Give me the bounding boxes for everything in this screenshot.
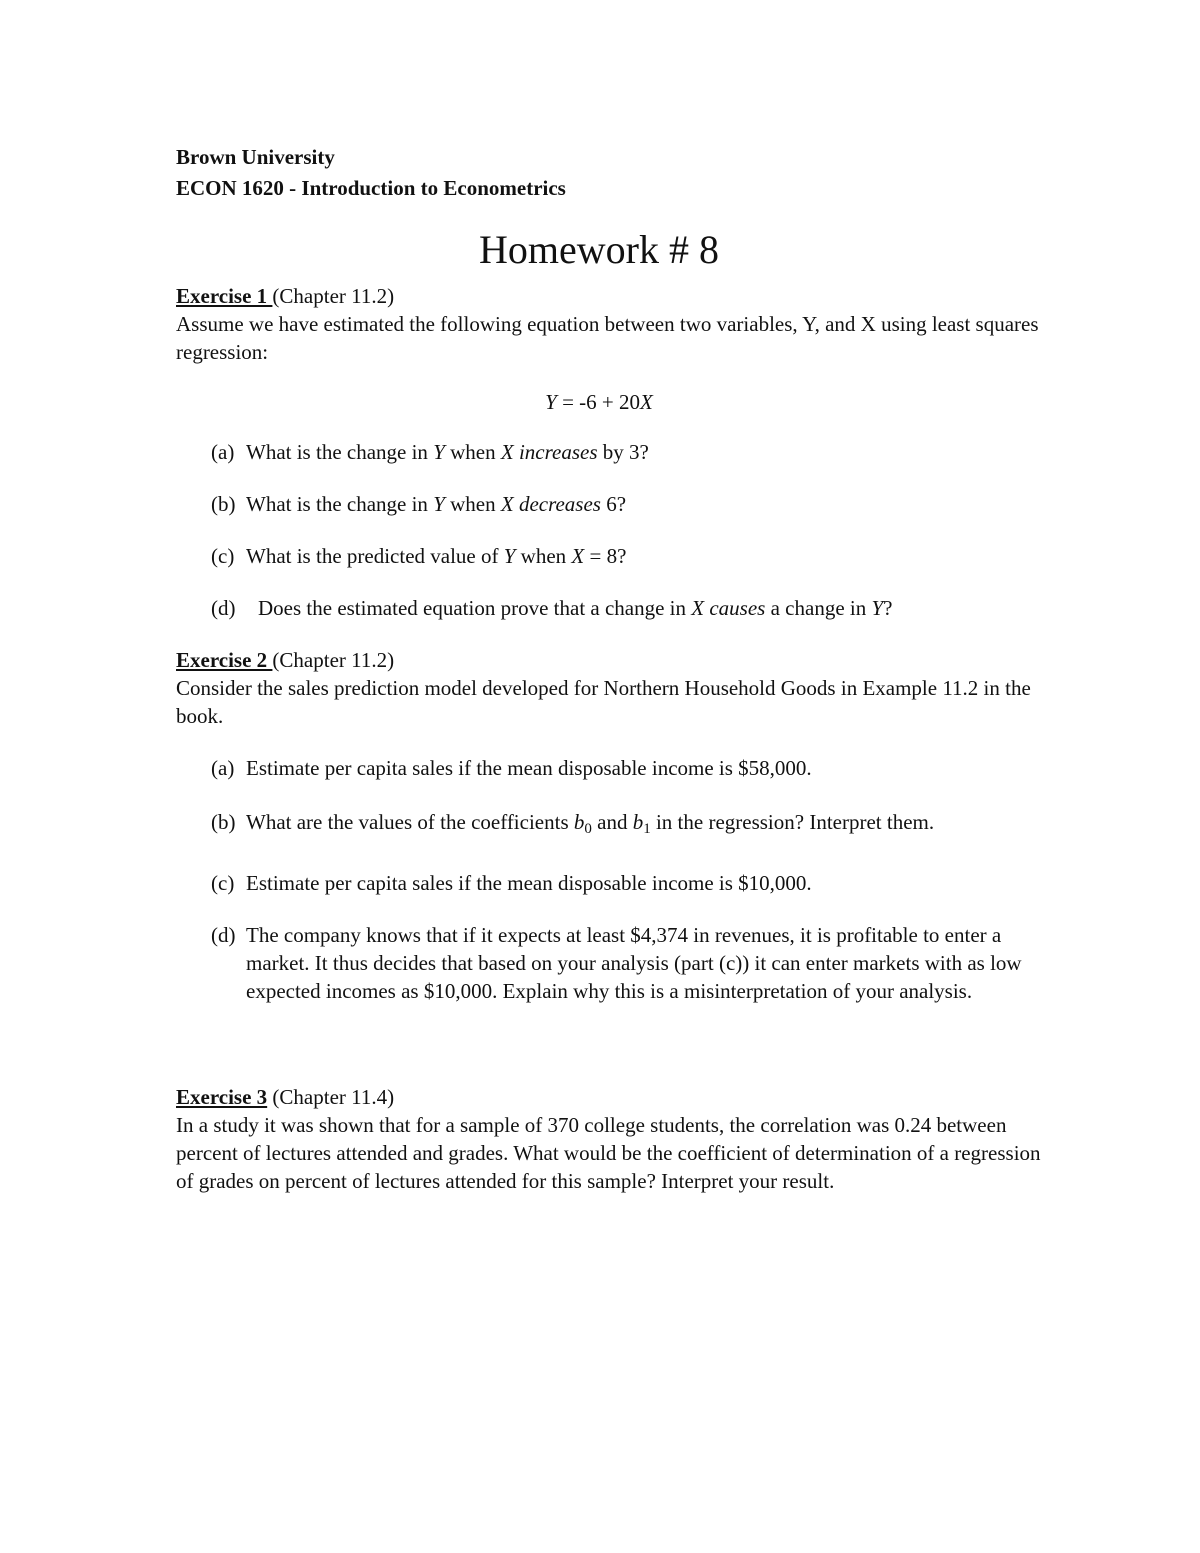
question-text-part: in the regression? Interpret them. — [650, 810, 935, 834]
exercise-2-chapter: (Chapter 11.2) — [272, 648, 395, 672]
question-text-part: What is the change in — [246, 440, 434, 464]
exercise-1-chapter: (Chapter 11.2) — [272, 284, 395, 308]
homework-page — [176, 142, 1046, 1195]
regression-equation — [152, 388, 1046, 416]
university-name: Brown University — [176, 145, 335, 169]
question-label: (b) — [211, 810, 236, 834]
question-text-part: 6? — [600, 492, 627, 516]
coefficient-b0: b — [573, 810, 585, 834]
question-text — [258, 594, 1046, 622]
question-variable: X causes — [691, 596, 766, 620]
coefficient-b1-subscript: 1 — [643, 821, 651, 837]
question-label: (a) — [211, 440, 235, 464]
question-text: The company knows that if it expects at least $4,374 in revenues, it is profitable to enter a market. It thus decides that based on your analysis (part (c)) it can enter markets with as low expected incomes as $10,000. Explain why this is a misinterpretation of your analysis. — [246, 923, 1022, 1003]
question-text-part: by 3? — [597, 440, 649, 464]
exercise-2-question-b — [176, 806, 1046, 845]
question-variable: X decreases — [500, 492, 601, 516]
question-variable: Y — [503, 544, 516, 568]
question-text-part: What are the values of the coefficients — [246, 810, 574, 834]
question-text — [246, 542, 1046, 570]
question-variable: Y — [433, 440, 445, 464]
exercise-2-label: Exercise 2 — [176, 648, 273, 672]
course-title: ECON 1620 - Introduction to Econometrics — [176, 176, 566, 200]
question-variable: X increases — [500, 440, 598, 464]
question-label: (b) — [211, 492, 236, 516]
exercise-1-label: Exercise 1 — [176, 284, 273, 308]
question-label: (c) — [211, 544, 235, 568]
question-label: (c) — [211, 871, 235, 895]
question-text: Estimate per capita sales if the mean disposable income is $10,000. — [246, 871, 812, 895]
equation-rhs: X — [640, 390, 653, 414]
exercise-2-question-a — [176, 754, 1046, 782]
page-title: Homework # 8 — [479, 227, 719, 272]
exercise-2-heading — [176, 646, 1046, 674]
question-text-part: ? — [883, 596, 893, 620]
coefficient-b1: b — [632, 810, 644, 834]
question-text-part: a change in — [765, 596, 872, 620]
question-variable: Y — [433, 492, 445, 516]
exercise-3-intro: In a study it was shown that for a sample of 370 college students, the correlation was 0.24 between percent of lectures attended and grades. What would be the coefficient of determination of a regression of grades on percent of lectures attended for this sample? Interpret your result. — [176, 1113, 1041, 1193]
question-label: (d) — [211, 923, 236, 947]
exercise-1 — [176, 282, 1046, 622]
exercise-1-question-c — [176, 542, 1046, 570]
exercise-3-heading — [176, 1083, 1046, 1111]
exercise-3-chapter: (Chapter 11.4) — [267, 1085, 395, 1109]
equation-lhs: Y — [545, 390, 557, 414]
question-label: (d) — [211, 596, 236, 620]
question-text-part: Does the estimated equation prove that a change in — [258, 596, 692, 620]
exercise-2-intro: Consider the sales prediction model developed for Northern Household Goods in Example 11.2 in the book. — [176, 676, 1031, 728]
exercise-2 — [176, 646, 1046, 1005]
coefficient-b0-subscript: 0 — [584, 821, 592, 837]
exercise-2-question-c — [176, 869, 1046, 897]
exercise-1-heading — [176, 282, 1046, 310]
question-variable: Y — [871, 596, 884, 620]
question-text: Estimate per capita sales if the mean disposable income is $58,000. — [246, 756, 812, 780]
question-label: (a) — [211, 756, 235, 780]
exercise-1-question-d — [176, 594, 1046, 622]
question-text-part: when — [515, 544, 572, 568]
equation-middle: = -6 + 20 — [556, 390, 641, 414]
question-text-part: when — [444, 492, 501, 516]
question-text — [246, 490, 1046, 518]
exercise-2-question-d — [176, 921, 1046, 1005]
question-text-part: and — [591, 810, 633, 834]
exercise-3 — [176, 1083, 1046, 1195]
exercise-1-question-a — [176, 438, 1046, 466]
question-variable: X — [571, 544, 585, 568]
question-text — [246, 438, 1046, 466]
question-text — [246, 806, 1046, 845]
exercise-1-question-b — [176, 490, 1046, 518]
question-text-part: What is the change in — [246, 492, 434, 516]
question-text-part: when — [444, 440, 501, 464]
exercise-3-label: Exercise 3 — [176, 1085, 268, 1109]
exercise-1-intro: Assume we have estimated the following equation between two variables, Y, and X using least squares regression: — [176, 312, 1039, 364]
question-text-part: What is the predicted value of — [246, 544, 504, 568]
question-text-part: = 8? — [584, 544, 627, 568]
